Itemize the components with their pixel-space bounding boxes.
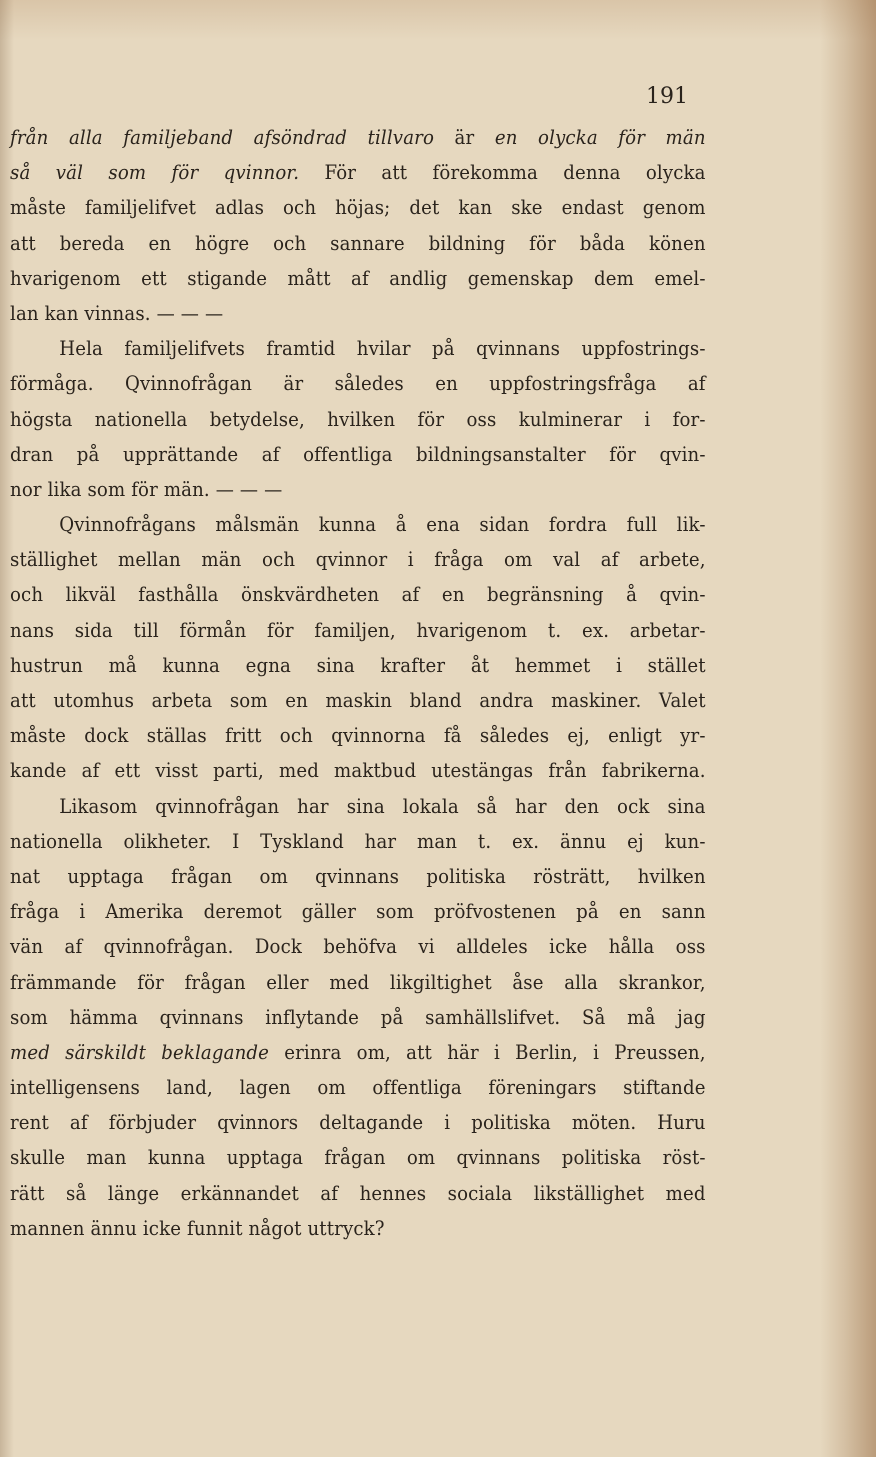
text-segment: För att förekomma denna olycka bbox=[299, 161, 706, 185]
text-line: nationella olikheter. I Tyskland har man t. ex. ännu ej kun- bbox=[10, 829, 706, 853]
text-line: som hämma qvinnans inflytande på samhällslifvet. Så må jag bbox=[10, 1005, 706, 1029]
text-segment: är bbox=[434, 126, 495, 149]
text-line: hvarigenom ett stigande mått af andlig gemenskap dem emel- bbox=[10, 266, 706, 290]
text-line: dran på upprättande af offentliga bildningsanstalter för qvin- bbox=[10, 442, 706, 466]
paragraph-end-line: nor lika som för män. — — — bbox=[10, 477, 283, 501]
text-line: nans sida till förmån för familjen, hvarigenom t. ex. arbetar- bbox=[10, 618, 706, 642]
text-line: rent af förbjuder qvinnors deltagande i politiska möten. Huru bbox=[10, 1111, 706, 1135]
italic-phrase: från alla familjeband afsöndrad tillvaro bbox=[10, 126, 435, 149]
paragraph-start-line: Hela familjelifvets framtid hvilar på qvinnans uppfostrings- bbox=[59, 337, 706, 361]
text-line: måste dock ställas fritt och qvinnorna få således ej, enligt yr- bbox=[10, 724, 706, 748]
text-line: ställighet mellan män och qvinnor i fråga om val af arbete, bbox=[10, 548, 706, 572]
text-line bbox=[10, 120, 706, 155]
text-line bbox=[10, 1035, 706, 1070]
text-line: förmåga. Qvinnofrågan är således en uppfostringsfråga af bbox=[10, 372, 706, 396]
italic-phrase: med särskildt beklagande bbox=[10, 1040, 270, 1064]
page-number: 191 bbox=[646, 84, 688, 109]
text-line bbox=[10, 155, 706, 190]
body-text bbox=[10, 120, 706, 1246]
text-segment: erinra om, att här i Berlin, i Preussen, bbox=[269, 1040, 706, 1064]
text-line: fråga i Amerika deremot gäller som pröfvostenen på en sann bbox=[10, 900, 706, 924]
paragraph-start-line: Likasom qvinnofrågan har sina lokala så har den ock sina bbox=[59, 794, 706, 818]
paragraph-end-line: lan kan vinnas. — — — bbox=[10, 301, 224, 325]
text-line: högsta nationella betydelse, hvilken för oss kulminerar i for- bbox=[10, 407, 706, 431]
text-line: att bereda en högre och sannare bildning för båda könen bbox=[10, 231, 706, 255]
italic-phrase: en olycka för män bbox=[494, 126, 706, 149]
text-line: nat upptaga frågan om qvinnans politiska rösträtt, hvilken bbox=[10, 864, 706, 888]
text-line: intelligensens land, lagen om offentliga föreningars stiftande bbox=[10, 1076, 706, 1100]
text-line: att utomhus arbeta som en maskin bland andra maskiner. Valet bbox=[10, 689, 706, 712]
text-line: och likväl fasthålla önskvärdheten af en begränsning å qvin- bbox=[10, 583, 706, 607]
italic-phrase: så väl som för qvinnor. bbox=[10, 161, 300, 185]
text-line: vän af qvinnofrågan. Dock behöfva vi alldeles icke hålla oss bbox=[10, 935, 706, 959]
text-line: skulle man kunna upptaga frågan om qvinnans politiska röst- bbox=[10, 1146, 706, 1170]
paragraph-end-line: mannen ännu icke funnit något uttryck? bbox=[10, 1216, 385, 1240]
paragraph-start-line: Qvinnofrågans målsmän kunna å ena sidan fordra full lik- bbox=[59, 513, 706, 537]
text-line: hustrun må kunna egna sina krafter åt hemmet i stället bbox=[10, 653, 706, 677]
text-line: rätt så länge erkännandet af hennes sociala likställighet med bbox=[10, 1181, 706, 1205]
text-line: måste familjelifvet adlas och höjas; det kan ske endast genom bbox=[10, 196, 706, 220]
text-line: kande af ett visst parti, med maktbud utestängas från fabrikerna. bbox=[10, 759, 706, 783]
text-line: främmande för frågan eller med likgiltighet åse alla skrankor, bbox=[10, 970, 706, 994]
